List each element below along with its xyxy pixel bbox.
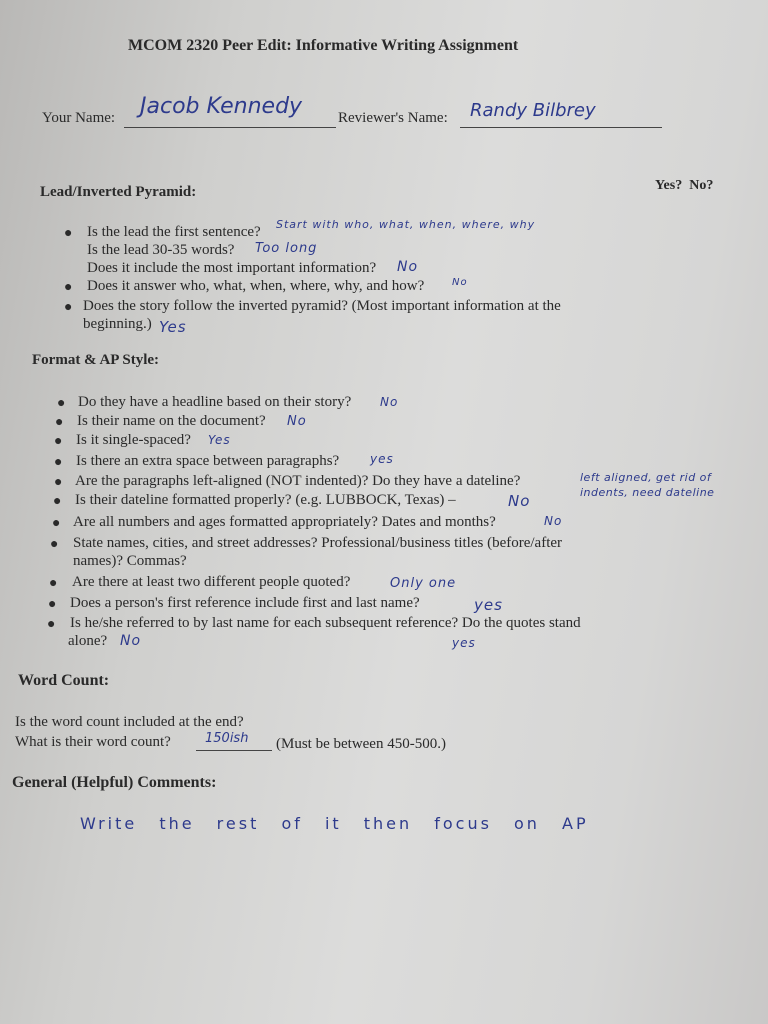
lead-q5: Does the story follow the inverted pyramid? (Most important information at the xyxy=(83,298,561,314)
format-q8-cont: names)? Commas? xyxy=(73,553,187,569)
bullet-icon: ● xyxy=(54,455,63,470)
format-q11-cont: alone? xyxy=(68,633,108,649)
format-a3[interactable]: Yes xyxy=(208,433,231,447)
lead-a3[interactable]: No xyxy=(397,259,419,275)
bullet-icon: ● xyxy=(47,617,56,632)
bullet-icon: ● xyxy=(52,516,61,531)
bullet-icon: ● xyxy=(49,576,58,591)
format-q7: Are all numbers and ages formatted appropriately? Dates and months? xyxy=(73,514,496,530)
format-q9: Are there at least two different people quoted? xyxy=(72,574,351,590)
format-a9[interactable]: Only one xyxy=(390,576,457,591)
lead-q3: Does it include the most important information? xyxy=(87,260,377,276)
word-count-heading: Word Count: xyxy=(18,672,110,689)
word-count-q1: Is the word count included at the end? xyxy=(15,714,244,730)
format-a2[interactable]: No xyxy=(287,414,307,429)
reviewer-name-underline xyxy=(460,127,662,128)
word-count-underline xyxy=(196,750,272,751)
format-q6: Is their dateline formatted properly? (e.g. LUBBOCK, Texas) – xyxy=(75,492,456,508)
bullet-icon: ● xyxy=(53,494,62,509)
word-count-q2-label: What is their word count? xyxy=(15,734,171,750)
format-a1[interactable]: No xyxy=(380,395,399,409)
reviewer-name-label: Reviewer's Name: xyxy=(338,110,448,126)
bullet-icon: ● xyxy=(48,597,57,612)
format-q10: Does a person's first reference include first and last name? xyxy=(70,595,420,611)
format-a4[interactable]: yes xyxy=(370,452,394,466)
comments-heading: General (Helpful) Comments: xyxy=(12,774,217,791)
bullet-icon: ● xyxy=(64,226,73,241)
format-a5[interactable]: left aligned, get rid of indents, need dateline xyxy=(580,471,715,499)
format-q11: Is he/she referred to by last name for each subsequent reference? Do the quotes stand xyxy=(70,615,581,631)
lead-heading: Lead/Inverted Pyramid: xyxy=(40,184,197,200)
bullet-icon: ● xyxy=(54,475,63,490)
reviewer-name-value[interactable]: Randy Bilbrey xyxy=(470,100,596,121)
your-name-underline xyxy=(124,127,336,128)
format-a10[interactable]: yes xyxy=(474,596,503,614)
comments-text[interactable]: Write the rest of it then focus on AP xyxy=(80,814,589,833)
bullet-icon: ● xyxy=(55,415,64,430)
yes-no-header: Yes? No? xyxy=(655,178,714,193)
format-q5: Are the paragraphs left-aligned (NOT indented)? Do they have a dateline? xyxy=(75,473,521,489)
format-a7[interactable]: No xyxy=(544,514,563,528)
lead-q1: Is the lead the first sentence? xyxy=(87,224,261,240)
bullet-icon: ● xyxy=(64,300,73,315)
lead-a1[interactable]: Start with who, what, when, where, why xyxy=(276,218,536,231)
lead-a4[interactable]: No xyxy=(452,277,468,288)
word-count-note: (Must be between 450-500.) xyxy=(276,736,446,752)
your-name-value[interactable]: Jacob Kennedy xyxy=(140,94,303,119)
format-a6[interactable]: No xyxy=(508,492,531,510)
lead-a2[interactable]: Too long xyxy=(255,241,318,256)
format-a11[interactable]: No xyxy=(120,633,142,649)
your-name-label: Your Name: xyxy=(42,110,116,126)
word-count-value[interactable]: 150ish xyxy=(205,731,249,746)
format-q1: Do they have a headline based on their story? xyxy=(78,394,352,410)
form-title: MCOM 2320 Peer Edit: Informative Writing Assignment xyxy=(128,37,519,54)
format-a11-second[interactable]: yes xyxy=(452,636,476,650)
lead-q5-cont: beginning.) xyxy=(83,316,152,332)
lead-q2: Is the lead 30-35 words? xyxy=(87,242,235,258)
bullet-icon: ● xyxy=(64,280,73,295)
bullet-icon: ● xyxy=(57,396,66,411)
format-q4: Is there an extra space between paragraphs? xyxy=(76,453,340,469)
format-q2: Is their name on the document? xyxy=(77,413,266,429)
format-heading: Format & AP Style: xyxy=(32,352,160,368)
lead-a5[interactable]: Yes xyxy=(159,318,187,336)
lead-q4: Does it answer who, what, when, where, why, and how? xyxy=(87,278,425,294)
bullet-icon: ● xyxy=(50,537,59,552)
format-q8: State names, cities, and street addresses? Professional/business titles (before/after xyxy=(73,535,563,551)
bullet-icon: ● xyxy=(54,434,63,449)
format-q3: Is it single-spaced? xyxy=(76,432,191,448)
